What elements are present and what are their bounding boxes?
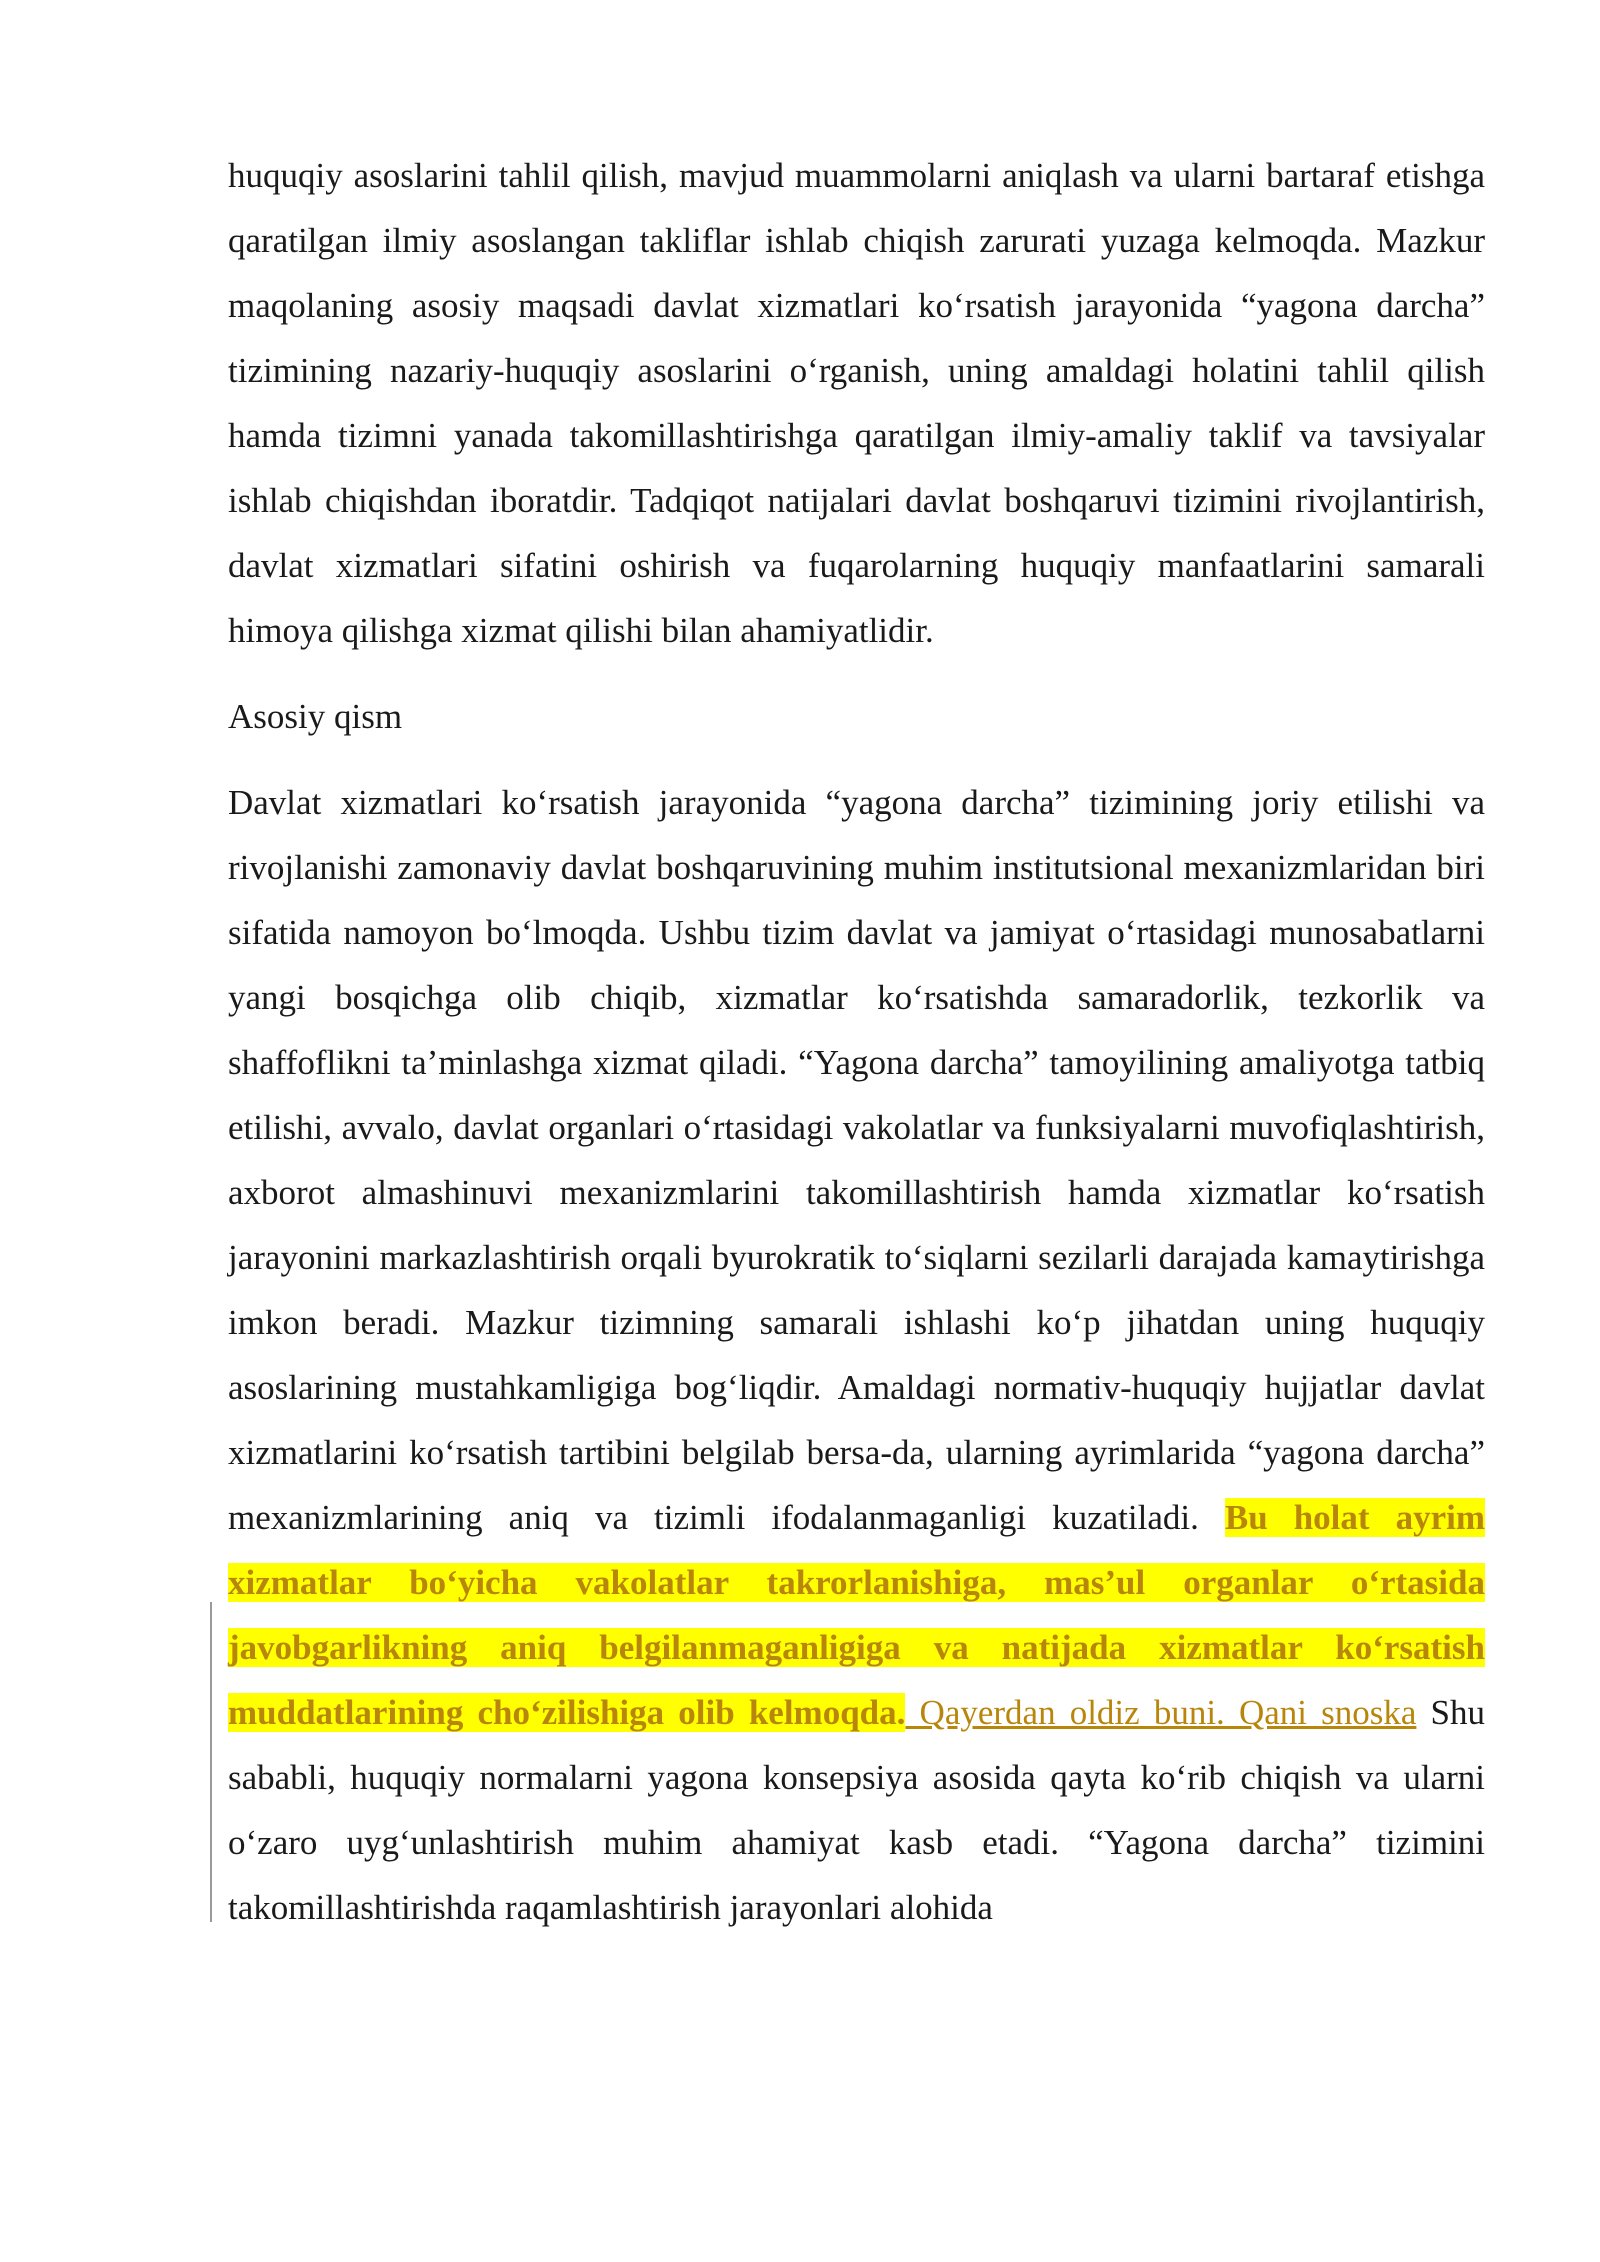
paragraph-intro: huquqiy asoslarini tahlil qilish, mavjud muammolarni aniqlash va ularni bartaraf etishga qaratilgan ilmiy asoslangan takliflar ishlab chiqish zarurati yuzaga kelmoqda. Mazkur maqolaning asosiy maqsadi davlat xizmatlari ko‘rsatish jarayonida “yagona darcha” tizimining nazariy-huquqiy asoslarini o‘rganish, uning amaldagi holatini tahlil qilish hamda tizimni yanada takomillashtirishga qaratilgan ilmiy-amaliy taklif va tavsiyalar ishlab chiqishdan iboratdir. Tadqiqot natijalari davlat boshqaruvi tizimini rivojlantirish, davlat xizmatlari sifatini oshirish va fuqarolarning huquqiy manfaatlarini samarali himoya qilishga xizmat qilishi bilan ahamiyatlidir. [228,156,1485,650]
section-heading: Asosiy qism [228,697,403,736]
reviewer-comment[interactable]: Qayerdan oldiz buni. Qani snoska [905,1693,1417,1732]
paragraph-main-text: Davlat xizmatlari ko‘rsatish jarayonida “yagona darcha” tizimining joriy etilishi va rivojlanishi zamonaviy davlat boshqaruvining muhim institutsional mexanizmlaridan biri sifatida namoyon bo‘lmoqda. Ushbu tizim davlat va jamiyat o‘rtasidagi munosabatlarni yangi bosqichga olib chiqib, xizmatlar ko‘rsatishda samaradorlik, tezkorlik va shaffoflikni ta’minlashga xizmat qiladi. “Yagona darcha” tamoyilining amaliyotga tatbiq etilishi, avvalo, davlat organlari o‘rtasidagi vakolatlar va funksiyalarni muvofiqlashtirish, axborot almashinuvi mexanizmlarini takomillashtirish hamda xizmatlar ko‘rsatish jarayonini markazlashtirish orqali byurokratik to‘siqlarni sezilarli darajada kamaytirishga imkon beradi. Mazkur tizimning samarali ishlashi ko‘p jihatdan uning huquqiy asoslarining mustahkamligiga bog‘liqdir. Amaldagi normativ-huquqiy hujjatlar davlat xizmatlarini ko‘rsatish tartibini belgilab bersa-da, ularning ayrimlarida “yagona darcha” mexanizmlarining aniq va tizimli ifodalanmaganligi kuzatiladi. [228,783,1485,1537]
paragraph-main [228,770,1485,1940]
tracked-change-bar [210,1602,212,1922]
paragraph-main-continuation: Shu sababli, huquqiy normalarni yagona konsepsiya asosida qayta ko‘rib chiqish va ularni o‘zaro uyg‘unlashtirish muhim ahamiyat kasb etadi. “Yagona darcha” tizimini takomillashtirishda raqamlashtirish jarayonlari alohida [228,1693,1485,1927]
document-page [228,143,1485,1940]
highlighted-text[interactable]: Bu holat ayrim xizmatlar bo‘yicha vakolatlar takrorlanishiga, mas’ul organlar o‘rtasida javobgarlikning aniq belgilanmaganligiga va natijada xizmatlar ko‘rsatish muddatlarining cho‘zilishiga olib kelmoqda. [228,1498,1485,1732]
